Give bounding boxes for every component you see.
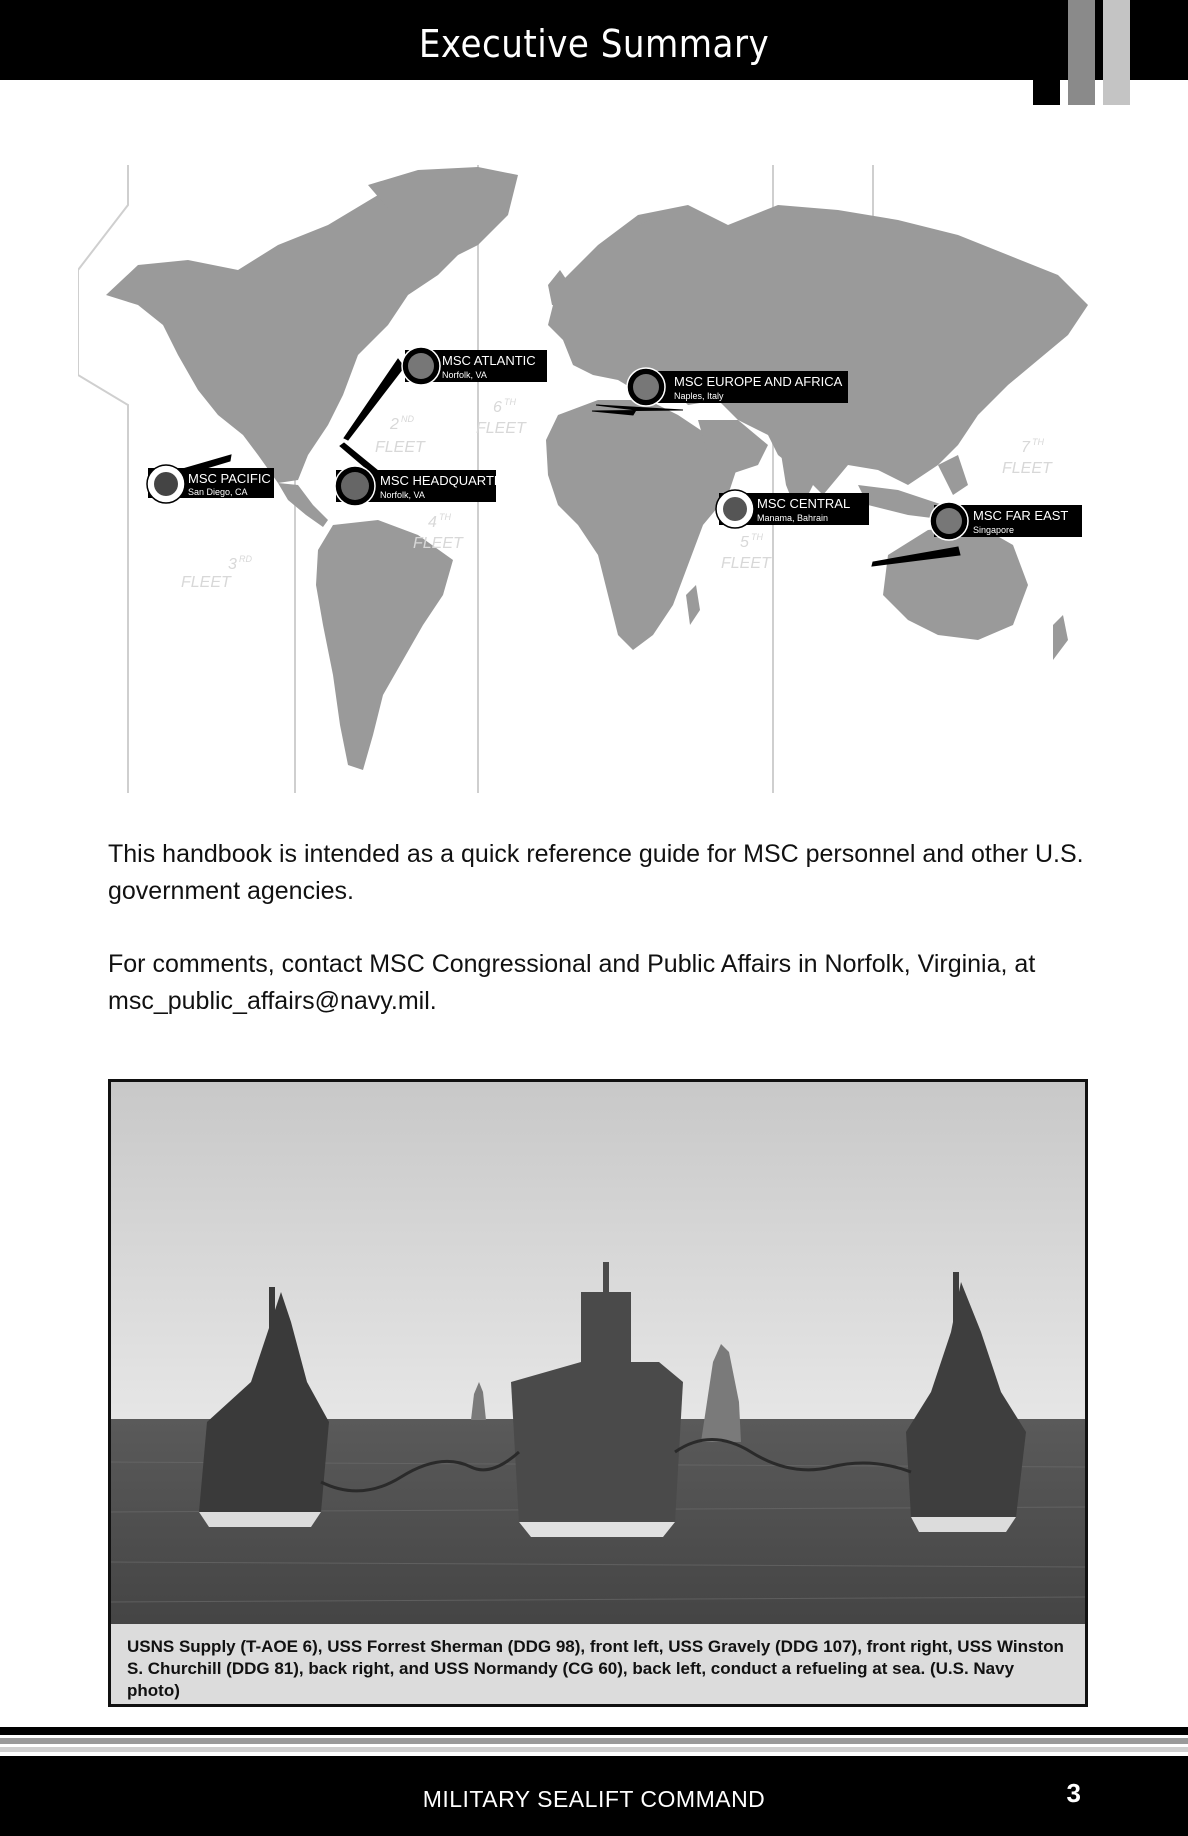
msc-europe-africa-seal-icon [633, 374, 659, 400]
svg-text:MSC CENTRAL: MSC CENTRAL [757, 496, 851, 511]
command-marker-europe-africa [627, 368, 848, 406]
svg-text:6: 6 [493, 399, 502, 416]
msc-atlantic-seal-icon [408, 353, 434, 379]
svg-text:FLEET: FLEET [375, 439, 425, 456]
svg-text:Norfolk, VA: Norfolk, VA [442, 370, 487, 380]
page-number: 3 [1066, 1778, 1081, 1808]
fleet-label-2nd [375, 414, 426, 456]
svg-text:FLEET: FLEET [1002, 460, 1052, 477]
footer-rule-light [0, 1747, 1188, 1752]
photo-caption: USNS Supply (T-AOE 6), USS Forrest Sherman (DDG 98), front left, USS Gravely (DDG 107), front right, USS Winston S. Churchill (DDG 81), back right, and USS Normandy (CG 60), back left, conduct a refueling at sea. (U.S. Navy photo) [111, 1624, 1085, 1704]
footer-title: MILITARY SEALIFT COMMAND [422, 1786, 766, 1812]
svg-text:2: 2 [390, 416, 399, 433]
page-header [0, 0, 1188, 80]
svg-text:San Diego, CA: San Diego, CA [188, 487, 248, 497]
command-marker-headquarters [335, 466, 521, 506]
footer-rule-black [0, 1727, 1188, 1735]
command-marker-atlantic [402, 347, 547, 385]
svg-text:3: 3 [228, 556, 237, 573]
world-map [78, 165, 1108, 793]
refueling-photo [108, 1079, 1088, 1707]
page-footer [0, 1756, 1188, 1836]
footer-rule-gray [0, 1738, 1188, 1744]
fleet-label-6th [476, 397, 527, 437]
svg-text:MSC HEADQUARTERS: MSC HEADQUARTERS [380, 473, 521, 488]
header-tab-light [1103, 0, 1130, 105]
header-tab-dark [1033, 0, 1060, 105]
fleet-label-5th [721, 532, 772, 572]
msc-central-seal-icon [723, 497, 747, 521]
svg-text:5: 5 [740, 534, 749, 551]
svg-text:Norfolk, VA: Norfolk, VA [380, 490, 425, 500]
svg-text:Manama, Bahrain: Manama, Bahrain [757, 513, 829, 523]
intro-paragraph-1: This handbook is intended as a quick reference guide for MSC personnel and other U.S. government agencies. [108, 840, 1084, 905]
svg-text:RD: RD [239, 554, 252, 564]
msc-far-east-seal-icon [936, 508, 962, 534]
command-marker-pacific [147, 465, 274, 503]
svg-text:TH: TH [1032, 437, 1044, 447]
svg-text:ND: ND [401, 414, 414, 424]
command-marker-far-east [930, 502, 1082, 540]
svg-text:Singapore: Singapore [973, 525, 1015, 535]
fleet-label-4th [413, 512, 464, 552]
header-tab-mid [1068, 0, 1095, 105]
fleet-label-3rd [181, 554, 252, 591]
svg-text:FLEET: FLEET [721, 555, 771, 572]
svg-text:MSC FAR EAST: MSC FAR EAST [973, 508, 1069, 523]
intro-paragraph-2: For comments, contact MSC Congressional and Public Affairs in Norfolk, Virginia, at msc_public_affairs@navy.mil. [108, 950, 1036, 1015]
svg-text:4: 4 [428, 514, 437, 531]
msc-headquarters-seal-icon [341, 472, 369, 500]
svg-text:FLEET: FLEET [181, 574, 231, 591]
refueling-photo-image [111, 1082, 1085, 1704]
svg-text:FLEET: FLEET [413, 535, 463, 552]
svg-text:TH: TH [751, 532, 763, 542]
svg-text:MSC PACIFIC: MSC PACIFIC [188, 471, 271, 486]
world-map-graphic [78, 165, 1108, 793]
svg-text:MSC ATLANTIC: MSC ATLANTIC [442, 353, 536, 368]
msc-pacific-seal-icon [154, 472, 178, 496]
fleet-label-7th [1002, 437, 1053, 477]
svg-text:TH: TH [439, 512, 451, 522]
svg-text:TH: TH [504, 397, 516, 407]
svg-text:FLEET: FLEET [476, 420, 526, 437]
page-title: Executive Summary [418, 22, 770, 66]
svg-text:Naples, Italy: Naples, Italy [674, 391, 724, 401]
command-marker-central [716, 490, 869, 528]
svg-text:MSC EUROPE AND AFRICA: MSC EUROPE AND AFRICA [674, 374, 843, 389]
svg-text:7: 7 [1021, 439, 1030, 456]
